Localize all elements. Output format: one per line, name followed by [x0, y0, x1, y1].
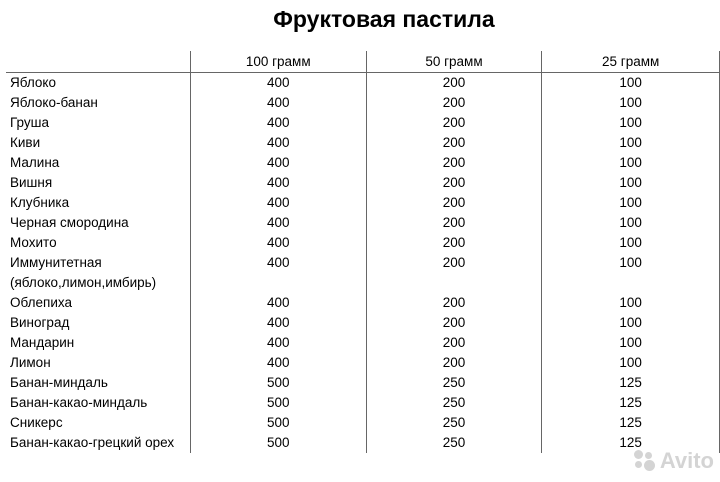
row-50g-cell: 200: [366, 93, 542, 113]
row-25g-cell: 100: [542, 93, 720, 113]
row-50g-cell: 200: [366, 173, 542, 193]
table-row: [6, 113, 720, 133]
table-row: [6, 173, 720, 193]
page-title: Фруктовая пастила: [273, 6, 495, 32]
row-50g-cell: 250: [366, 393, 542, 413]
table-row: [6, 253, 720, 293]
table-row: [6, 293, 720, 313]
row-name-cell: Малина: [6, 153, 190, 173]
row-25g-cell: 100: [542, 233, 720, 253]
row-100g-cell: 400: [190, 193, 366, 213]
row-50g-cell: 200: [366, 293, 542, 313]
row-50g-cell: 200: [366, 133, 542, 153]
row-name-cell: Виноград: [6, 313, 190, 333]
row-100g-cell: 400: [190, 213, 366, 233]
row-50g-cell: 250: [366, 373, 542, 393]
row-50g-cell: 200: [366, 313, 542, 333]
row-100g-cell: 500: [190, 393, 366, 413]
row-25g-cell: 125: [542, 393, 720, 413]
table-row: [6, 193, 720, 213]
row-25g-cell: 100: [542, 293, 720, 313]
row-name-cell: Банан-какао-миндаль: [6, 393, 190, 413]
row-25g-cell: 125: [542, 373, 720, 393]
row-name-cell: Клубника: [6, 193, 190, 213]
row-25g-cell: 125: [542, 413, 720, 433]
table-row: [6, 313, 720, 333]
header-cell-50g: 50 грамм: [366, 51, 542, 73]
row-name-cell: Сникерс: [6, 413, 190, 433]
row-50g-cell: 250: [366, 413, 542, 433]
row-100g-cell: 400: [190, 253, 366, 293]
row-50g-cell: 200: [366, 73, 542, 94]
row-100g-cell: 500: [190, 433, 366, 453]
row-50g-cell: 200: [366, 153, 542, 173]
row-25g-cell: 125: [542, 433, 720, 453]
row-25g-cell: 100: [542, 73, 720, 94]
row-25g-cell: 100: [542, 113, 720, 133]
avito-logo-icon: [634, 450, 656, 472]
row-100g-cell: 400: [190, 293, 366, 313]
row-100g-cell: 400: [190, 73, 366, 94]
row-100g-cell: 500: [190, 413, 366, 433]
row-50g-cell: 250: [366, 433, 542, 453]
row-50g-cell: 200: [366, 333, 542, 353]
row-50g-cell: 200: [366, 113, 542, 133]
row-25g-cell: 100: [542, 333, 720, 353]
row-25g-cell: 100: [542, 173, 720, 193]
table-row: [6, 373, 720, 393]
row-25g-cell: 100: [542, 313, 720, 333]
row-100g-cell: 400: [190, 133, 366, 153]
row-name-cell: Лимон: [6, 353, 190, 373]
row-25g-cell: 100: [542, 193, 720, 213]
row-100g-cell: 400: [190, 353, 366, 373]
row-100g-cell: 400: [190, 153, 366, 173]
avito-watermark: [634, 448, 714, 474]
row-name-cell: Груша: [6, 113, 190, 133]
table-row: [6, 333, 720, 353]
row-name-cell: Яблоко-банан: [6, 93, 190, 113]
row-50g-cell: 200: [366, 213, 542, 233]
row-25g-cell: 100: [542, 213, 720, 233]
row-50g-cell: 200: [366, 233, 542, 253]
table-row: [6, 393, 720, 413]
table-row: [6, 73, 720, 94]
row-100g-cell: 400: [190, 93, 366, 113]
table-row: [6, 213, 720, 233]
row-name-cell: Банан-какао-грецкий орех: [6, 433, 190, 453]
row-name-cell: Киви: [6, 133, 190, 153]
row-name-cell: Мандарин: [6, 333, 190, 353]
row-name-cell: Иммунитетная (яблоко,лимон,имбирь): [6, 253, 190, 293]
row-100g-cell: 400: [190, 173, 366, 193]
row-25g-cell: 100: [542, 153, 720, 173]
row-50g-cell: 200: [366, 193, 542, 213]
table-header-row: [6, 51, 720, 73]
table-row: [6, 433, 720, 453]
row-100g-cell: 400: [190, 313, 366, 333]
row-25g-cell: 100: [542, 253, 720, 293]
row-name-cell: Вишня: [6, 173, 190, 193]
table-row: [6, 93, 720, 113]
watermark-text: Avito: [659, 448, 714, 473]
row-name-cell: Черная смородина: [6, 213, 190, 233]
row-name-cell: Яблоко: [6, 73, 190, 94]
table-row: [6, 133, 720, 153]
table-row: [6, 353, 720, 373]
row-100g-cell: 400: [190, 333, 366, 353]
price-table: [6, 51, 720, 453]
header-cell-25g: 25 грамм: [542, 51, 720, 73]
table-row: [6, 233, 720, 253]
row-name-cell: Облепиха: [6, 293, 190, 313]
row-name-cell: Банан-миндаль: [6, 373, 190, 393]
row-100g-cell: 400: [190, 233, 366, 253]
table-row: [6, 153, 720, 173]
row-100g-cell: 500: [190, 373, 366, 393]
row-25g-cell: 100: [542, 133, 720, 153]
table-row: [6, 413, 720, 433]
row-25g-cell: 100: [542, 353, 720, 373]
header-cell-name: [6, 51, 190, 73]
header-cell-100g: 100 грамм: [190, 51, 366, 73]
row-name-cell: Мохито: [6, 233, 190, 253]
row-50g-cell: 200: [366, 353, 542, 373]
row-50g-cell: 200: [366, 253, 542, 293]
row-100g-cell: 400: [190, 113, 366, 133]
